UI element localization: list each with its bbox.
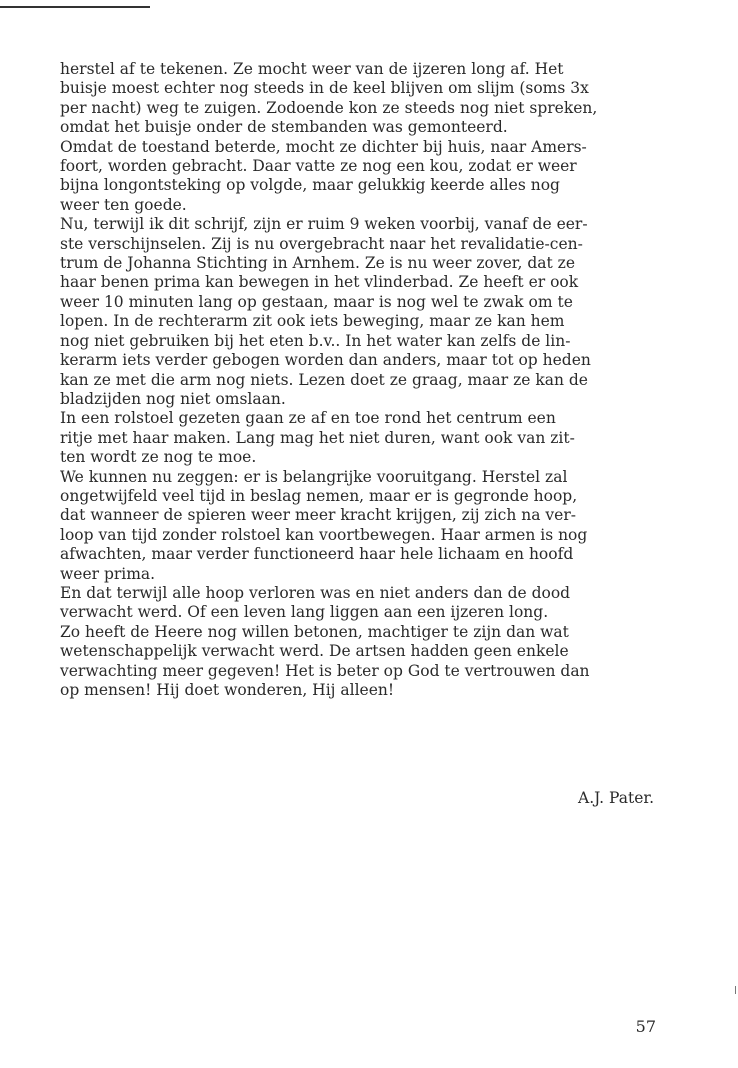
text-line: bladzijden nog niet omslaan.	[60, 389, 286, 408]
text-line: verwacht werd. Of een leven lang liggen aan een ijzeren long.	[60, 603, 549, 622]
text-line: En dat terwijl alle hoop verloren was en niet anders dan de dood	[60, 583, 571, 602]
author-signature: A.J. Pater.	[578, 789, 654, 807]
body-text	[60, 60, 680, 700]
top-rule	[0, 6, 150, 8]
text-line: lopen. In de rechterarm zit ook iets beweging, maar ze kan hem	[60, 312, 565, 331]
text-line: loop van tijd zonder rolstoel kan voortbewegen. Haar armen is nog	[60, 525, 588, 544]
text-line: Zo heeft de Heere nog willen betonen, machtiger te zijn dan wat	[60, 622, 569, 641]
text-line: buisje moest echter nog steeds in de keel blijven om slijm (soms 3x	[60, 79, 589, 98]
text-line: wetenschappelijk verwacht werd. De artsen hadden geen enkele	[60, 642, 569, 661]
text-line: herstel af te tekenen. Ze mocht weer van de ijzeren long af. Het	[60, 60, 564, 78]
text-line: per nacht) weg te zuigen. Zodoende kon ze steeds nog niet spreken,	[60, 98, 598, 117]
margin-mark	[735, 986, 736, 994]
text-line: weer prima.	[60, 564, 156, 583]
text-line: weer ten goede.	[60, 195, 187, 214]
text-line: trum de Johanna Stichting in Arnhem. Ze is nu weer zover, dat ze	[60, 254, 576, 273]
text-line: bijna longontsteking op volgde, maar gelukkig keerde alles nog	[60, 176, 560, 195]
text-line: op mensen! Hij doet wonderen, Hij alleen!	[60, 681, 395, 699]
text-line: ritje met haar maken. Lang mag het niet duren, want ook van zit-	[60, 428, 575, 447]
text-line: ste verschijnselen. Zij is nu overgebracht naar het revalidatie-cen-	[60, 234, 583, 253]
text-line: afwachten, maar verder functioneerd haar hele lichaam en hoofd	[60, 545, 574, 564]
text-line: In een rolstoel gezeten gaan ze af en toe rond het centrum een	[60, 409, 556, 428]
text-line: nog niet gebruiken bij het eten b.v.. In het water kan zelfs de lin-	[60, 331, 571, 350]
text-line: Nu, terwijl ik dit schrijf, zijn er ruim 9 weken voorbij, vanaf de eer-	[60, 215, 588, 234]
text-line: foort, worden gebracht. Daar vatte ze nog een kou, zodat er weer	[60, 157, 577, 176]
text-line: omdat het buisje onder de stembanden was gemonteerd.	[60, 118, 508, 137]
text-line: ten wordt ze nog te moe.	[60, 448, 257, 467]
text-line: dat wanneer de spieren weer meer kracht krijgen, zij zich na ver-	[60, 506, 576, 525]
text-line: kan ze met die arm nog niets. Lezen doet ze graag, maar ze kan de	[60, 370, 588, 389]
text-line: verwachting meer gegeven! Het is beter op God te vertrouwen dan	[60, 661, 590, 680]
text-line: ongetwijfeld veel tijd in beslag nemen, maar er is gegronde hoop,	[60, 486, 578, 505]
text-line: kerarm iets verder gebogen worden dan anders, maar tot op heden	[60, 351, 591, 370]
text-line: haar benen prima kan bewegen in het vlinderbad. Ze heeft er ook	[60, 273, 579, 292]
text-line: We kunnen nu zeggen: er is belangrijke vooruitgang. Herstel zal	[60, 467, 568, 486]
text-line: weer 10 minuten lang op gestaan, maar is nog wel te zwak om te	[60, 292, 573, 311]
text-line: Omdat de toestand beterde, mocht ze dichter bij huis, naar Amers-	[60, 137, 587, 156]
page-number: 57	[635, 1017, 656, 1036]
